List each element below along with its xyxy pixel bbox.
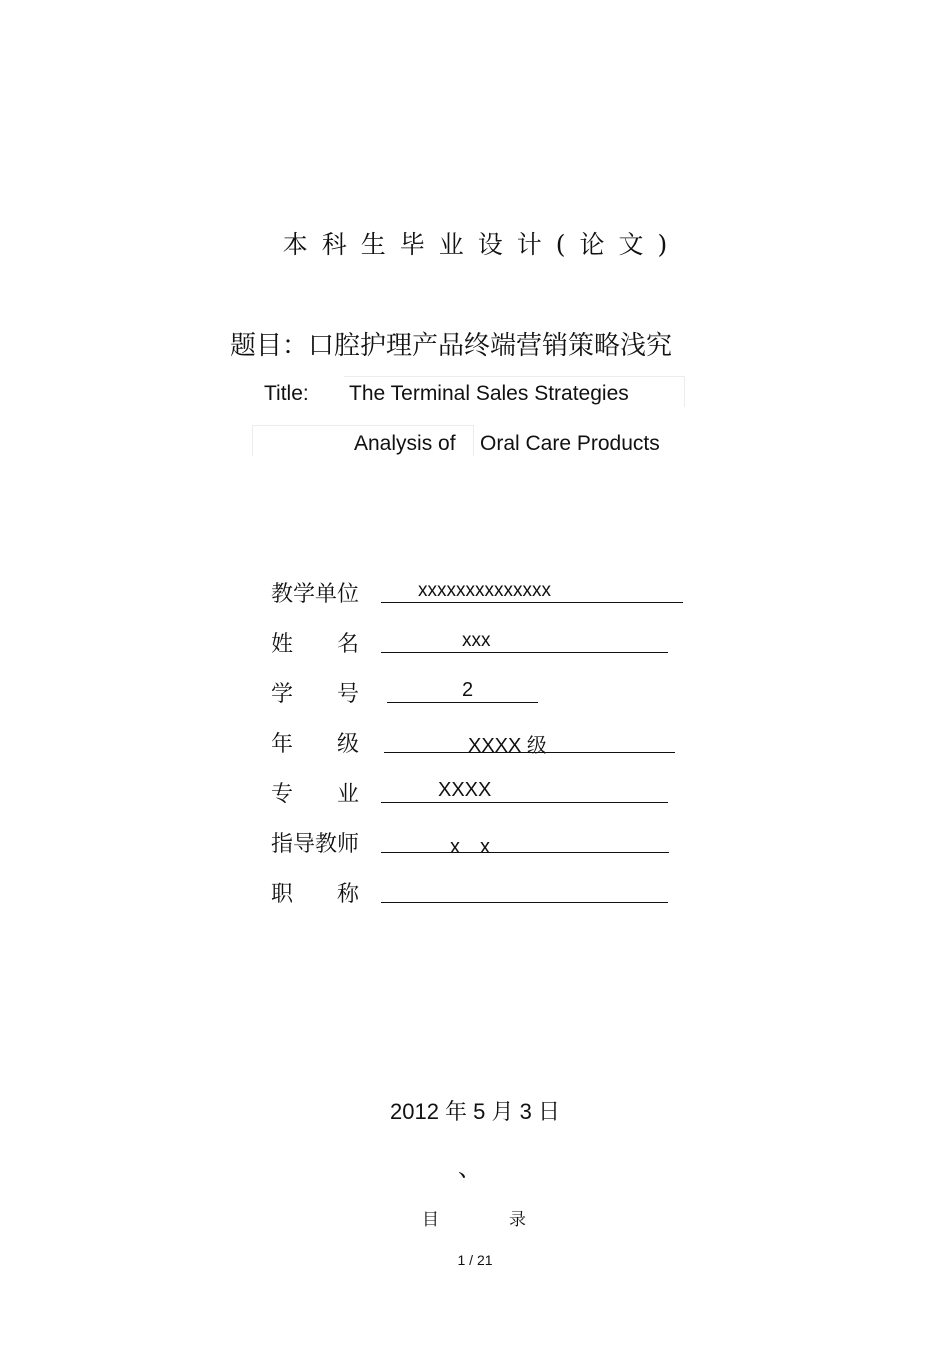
english-title-line-1: The Terminal Sales Strategies <box>349 382 629 405</box>
field-label-name: 姓 名 <box>271 632 360 657</box>
stray-punctuation-mark: 、 <box>458 1154 482 1182</box>
field-label-advisor: 指导教师 <box>271 832 360 857</box>
field-label-student-id: 学 号 <box>271 682 360 707</box>
thesis-heading: 本科生毕业设计(论文) <box>282 230 682 259</box>
field-value-advisor: x x <box>450 836 490 858</box>
field-label-title: 职 称 <box>271 882 360 907</box>
field-value-name: xxx <box>462 630 491 651</box>
field-underline-title <box>381 902 668 903</box>
field-underline-major <box>381 802 668 803</box>
toc-heading-char-2: 录 <box>509 1210 526 1230</box>
thesis-topic: 题目：口腔护理产品终端营销策略浅究 <box>230 331 673 361</box>
field-underline-department <box>381 602 683 603</box>
field-underline-student-id <box>387 702 538 703</box>
field-label-major: 专 业 <box>271 782 360 807</box>
field-underline-advisor <box>381 852 669 853</box>
field-value-student-id: 2 <box>462 679 474 701</box>
field-underline-name <box>381 652 668 653</box>
toc-heading-char-1: 目 <box>422 1210 439 1230</box>
english-title-line-2b: Oral Care Products <box>480 432 660 455</box>
field-label-grade: 年 级 <box>271 732 360 757</box>
page-number: 1 / 21 <box>457 1252 493 1268</box>
field-value-grade: XXXX 级 <box>468 735 547 757</box>
english-title-line-2a: Analysis of <box>354 432 456 455</box>
submission-date: 2012 年 5 月 3 日 <box>390 1099 560 1124</box>
english-title-label: Title: <box>264 382 309 405</box>
field-value-major: XXXX <box>438 779 492 801</box>
field-label-department: 教学单位 <box>271 582 360 607</box>
field-value-department: xxxxxxxxxxxxxx <box>418 580 551 601</box>
